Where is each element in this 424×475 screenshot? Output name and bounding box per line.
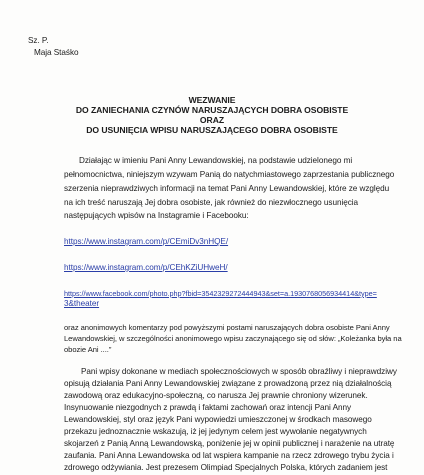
salutation: Sz. P.	[28, 36, 49, 45]
body-line: Pani wpisy dokonane w mediach społecznościowych w sposób obraźliwy i nieprawdziwy	[81, 367, 397, 376]
body-line: skojarzeń z Panią Anną Lewandowską, poniżenie jej w opinii publicznej i narażenie na utratę	[64, 439, 395, 448]
comments-line: Lewandowskiej, w szczególności anonimowego wpisu zaczynającego się od słów: „Koleżanka była na	[64, 334, 402, 343]
intro-line: pełnomocnictwa, niniejszym wzywam Panią do natychmiastowego zaprzestania publicznego	[64, 170, 395, 179]
intro-line: Działając w imieniu Pani Anny Lewandowskiej, na podstawie udzielonego mi	[79, 156, 353, 165]
intro-line: szerzenia nieprawdziwych informacji na temat Pani Anny Lewandowskiej, które ze względu	[64, 184, 390, 193]
body-line: opisują działania Pani Anny Lewandowskiej związane z prowadzoną przez nią działalnością	[64, 379, 392, 388]
instagram-link-1[interactable]: https://www.instagram.com/p/CEmiDv3nHQE/	[64, 237, 229, 246]
comments-line: oraz anonimowych komentarzy pod powyższymi postami naruszających dobra osobiste Pani Anny	[64, 323, 390, 332]
instagram-link-2[interactable]: https://www.instagram.com/p/CEhKZiUHweH/	[64, 263, 228, 272]
intro-line: następujących wpisów na Instagramie i Facebooku:	[64, 211, 249, 220]
facebook-link-continuation[interactable]: 3&theater	[64, 299, 100, 308]
body-line: zdrowego odżywiania. Jest prezesem Olimpiad Specjalnych Polska, których zadaniem jest	[64, 463, 388, 472]
comments-line: obozie Ani ....”	[64, 345, 112, 354]
body-line: zawodową oraz edukacyjno-społeczną, co narusza Jej prawnie chroniony wizerunek.	[64, 391, 368, 400]
body-line: Insynuowanie niezgodnych z prawdą i faktami zachowań oraz intencji Pani Anny	[64, 403, 352, 412]
facebook-link[interactable]: https://www.facebook.com/photo.php?fbid=3542329272444943&set=a.1930768056934414&type=	[64, 289, 377, 298]
body-line: Lewandowskiej, styl oraz język Pani wypowiedzi umieszczonej w środkach masowego	[64, 415, 372, 424]
recipient-name: Maja Staśko	[34, 48, 79, 57]
heading-line-2: ORAZ	[199, 115, 225, 125]
intro-line: na ich treść naruszają Jej dobra osobiste, jak również do niezwłocznego usunięcia	[64, 198, 359, 207]
body-line: zaufania. Pani Anna Lewandowska od lat wspiera kampanie na rzecz zdrowego trybu życia i	[64, 451, 394, 460]
heading-line-1: DO ZANIECHANIA CZYNÓW NARUSZAJĄCYCH DOBRA OSOBISTE	[75, 105, 349, 115]
heading-title: WEZWANIE	[188, 95, 236, 105]
body-line: przekazu jednoznacznie wskazują, iż jej jedynym celem jest wywołanie negatywnych	[64, 427, 367, 436]
heading-line-3: DO USUNIĘCIA WPISU NARUSZAJĄCEGO DOBRA OSOBISTE	[86, 125, 338, 135]
